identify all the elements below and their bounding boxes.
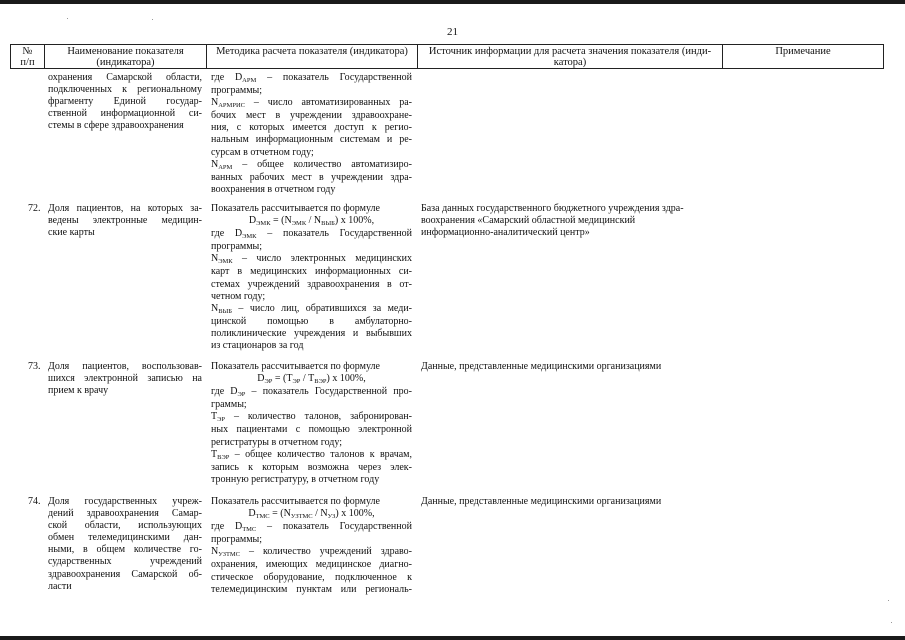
method-73 — [211, 361, 412, 486]
method-line: сурсам в отчетном году; — [211, 146, 314, 158]
scan-speck — [888, 600, 889, 601]
method-line: $Т_{ЭР}$ – количество талонов, забронирован- — [211, 411, 412, 424]
source-line: воохранения «Самарский областной медицинский — [421, 215, 636, 227]
method-line: $N_{УЗТМС}$ – количество учреждений здраво- — [211, 546, 412, 559]
scan-speck — [891, 622, 892, 623]
method-line: Показатель рассчитывается по формуле — [211, 496, 380, 507]
header-col-name: Наименование показателя (индикатора) — [67, 46, 184, 68]
name-line: дений здравоохранения Самар- — [48, 508, 202, 520]
method-line: телемедицинским пунктам или региональ- — [211, 583, 412, 595]
source-72 — [421, 203, 721, 239]
name-line: охранения Самарской области, — [48, 72, 202, 83]
name-line: шихся электронной записью на — [48, 373, 202, 385]
method-line: стическое оборудование, подключенное к — [211, 571, 412, 583]
scan-speck — [152, 19, 153, 20]
name-line: подключенных к региональному — [48, 84, 202, 96]
method-line: воохранения в отчетном году — [211, 183, 336, 195]
source-line: информационно-аналитический центр» — [421, 227, 590, 239]
method-line: $Т_{ВЭР}$ – общее количество талонов к врачам, — [211, 448, 412, 461]
name-line: стемы в сфере здравоохранения — [48, 120, 184, 132]
method-line: программы; — [211, 534, 263, 546]
name-line: здравоохранения Самарской об- — [48, 568, 202, 580]
method-line: ния, с которых имеется доступ к регио- — [211, 122, 412, 134]
method-line: карт в медицинских информационных си- — [211, 266, 412, 278]
name-line: прием к врачу — [48, 385, 109, 397]
name-line: ласти — [48, 580, 72, 592]
header-col-method: Методика расчета показателя (индикатора) — [216, 46, 408, 57]
method-line: $N_{АРМРИС}$ – число автоматизированных ра- — [211, 97, 412, 110]
name-line: фрагменту Единой государ- — [48, 96, 202, 108]
name-line: ской области, использующих — [48, 520, 202, 532]
method-line: из стационаров за год — [211, 340, 304, 352]
method-line: $D_{ЭМК} = (N_{ЭМК} / N_{ВЫБ})$ х 100%, — [248, 215, 375, 228]
method-line: ных пациентами с помощью электронной — [211, 424, 412, 436]
name-line: ские карты — [48, 227, 95, 239]
name-line: Доля государственных учреж- — [48, 496, 202, 507]
method-line: $N_{АРМ}$ – общее количество автоматизиро- — [211, 158, 412, 171]
name-line: сударственных учреждений — [48, 556, 202, 568]
scan-speck — [67, 18, 68, 19]
method-line: тронную регистратуру, в отчетном году — [211, 473, 380, 485]
method-line: Показатель рассчитывается по формуле — [211, 361, 380, 372]
method-line: бочих мест в учреждении здравоохране- — [211, 110, 412, 122]
method-line: где $D_{АРМ}$ – показатель Государственной — [211, 72, 412, 84]
bottom-border — [0, 636, 905, 640]
method-line: где $D_{ТМС}$ – показатель Государственной — [211, 521, 412, 534]
method-line: запись к которым возможна через элек- — [211, 461, 412, 473]
name-line: ными, в общем количестве го- — [48, 544, 202, 556]
method-72 — [211, 203, 412, 352]
name-line: Доля пациентов, на которых за- — [48, 203, 202, 214]
name-line: Доля пациентов, воспользовав- — [48, 361, 202, 372]
page-number: 21 — [447, 26, 458, 38]
name-line: ственной информационной си- — [48, 108, 202, 120]
method-line: $N_{ВЫБ}$ – число лиц, обратившихся за меди- — [211, 302, 412, 315]
method-line: программы; — [211, 241, 263, 253]
method-line: Показатель рассчитывается по формуле — [211, 203, 380, 214]
row-number: 74. — [28, 496, 41, 507]
source-line: Данные, представленные медицинскими организациями — [421, 496, 662, 507]
method-line: ванных рабочих мест в учреждении здра- — [211, 171, 412, 183]
method-line: граммы; — [211, 399, 247, 411]
header-col-note: Примечание — [775, 46, 831, 57]
method-line: цинской помощью в амбулаторно- — [211, 315, 412, 327]
row-number: 72. — [28, 203, 41, 214]
indicator-name — [48, 203, 202, 239]
continued-method — [211, 72, 412, 196]
method-line: регистратуры в отчетном году; — [211, 436, 343, 448]
header-col-source: Источник информации для расчета значения показателя (инди- катора) — [428, 46, 712, 68]
source-74 — [421, 496, 721, 508]
method-line: $D_{ЭР} = (Т_{ЭР} / Т_{ВЭР})$ х 100%, — [257, 373, 366, 386]
method-line: поликлинические учреждения и выбывших — [211, 327, 412, 339]
method-line: программы; — [211, 85, 263, 97]
indicator-name — [48, 361, 202, 397]
method-line: $D_{ТМС} = (N_{УЗТМС} / N_{УЗ})$ х 100%, — [248, 508, 375, 521]
method-74 — [211, 496, 412, 596]
method-line: где $D_{ЭР}$ – показатель Государственной про- — [211, 386, 412, 399]
header-col-num: № п/п — [20, 46, 35, 68]
method-line: охранения, имеющих медицинское диагно- — [211, 559, 412, 571]
source-line: База данных государственного бюджетного учреждения здра- — [421, 203, 684, 214]
method-line: нальным информационным системам и ре- — [211, 134, 412, 146]
top-border — [0, 0, 905, 4]
method-line: $N_{ЭМК}$ – число электронных медицинских — [211, 253, 412, 266]
name-line: обмен телемедицинскими дан- — [48, 532, 202, 544]
source-73 — [421, 361, 721, 373]
method-line: стемах учреждений здравоохранения в от- — [211, 278, 412, 290]
source-line: Данные, представленные медицинскими организациями — [421, 361, 662, 372]
continued-name — [48, 72, 202, 132]
method-line: где $D_{ЭМК}$ – показатель Государственной — [211, 228, 412, 241]
method-line: четном году; — [211, 290, 266, 302]
indicator-name — [48, 496, 202, 593]
row-number: 73. — [28, 361, 41, 372]
name-line: ведены электронные медицин- — [48, 215, 202, 227]
